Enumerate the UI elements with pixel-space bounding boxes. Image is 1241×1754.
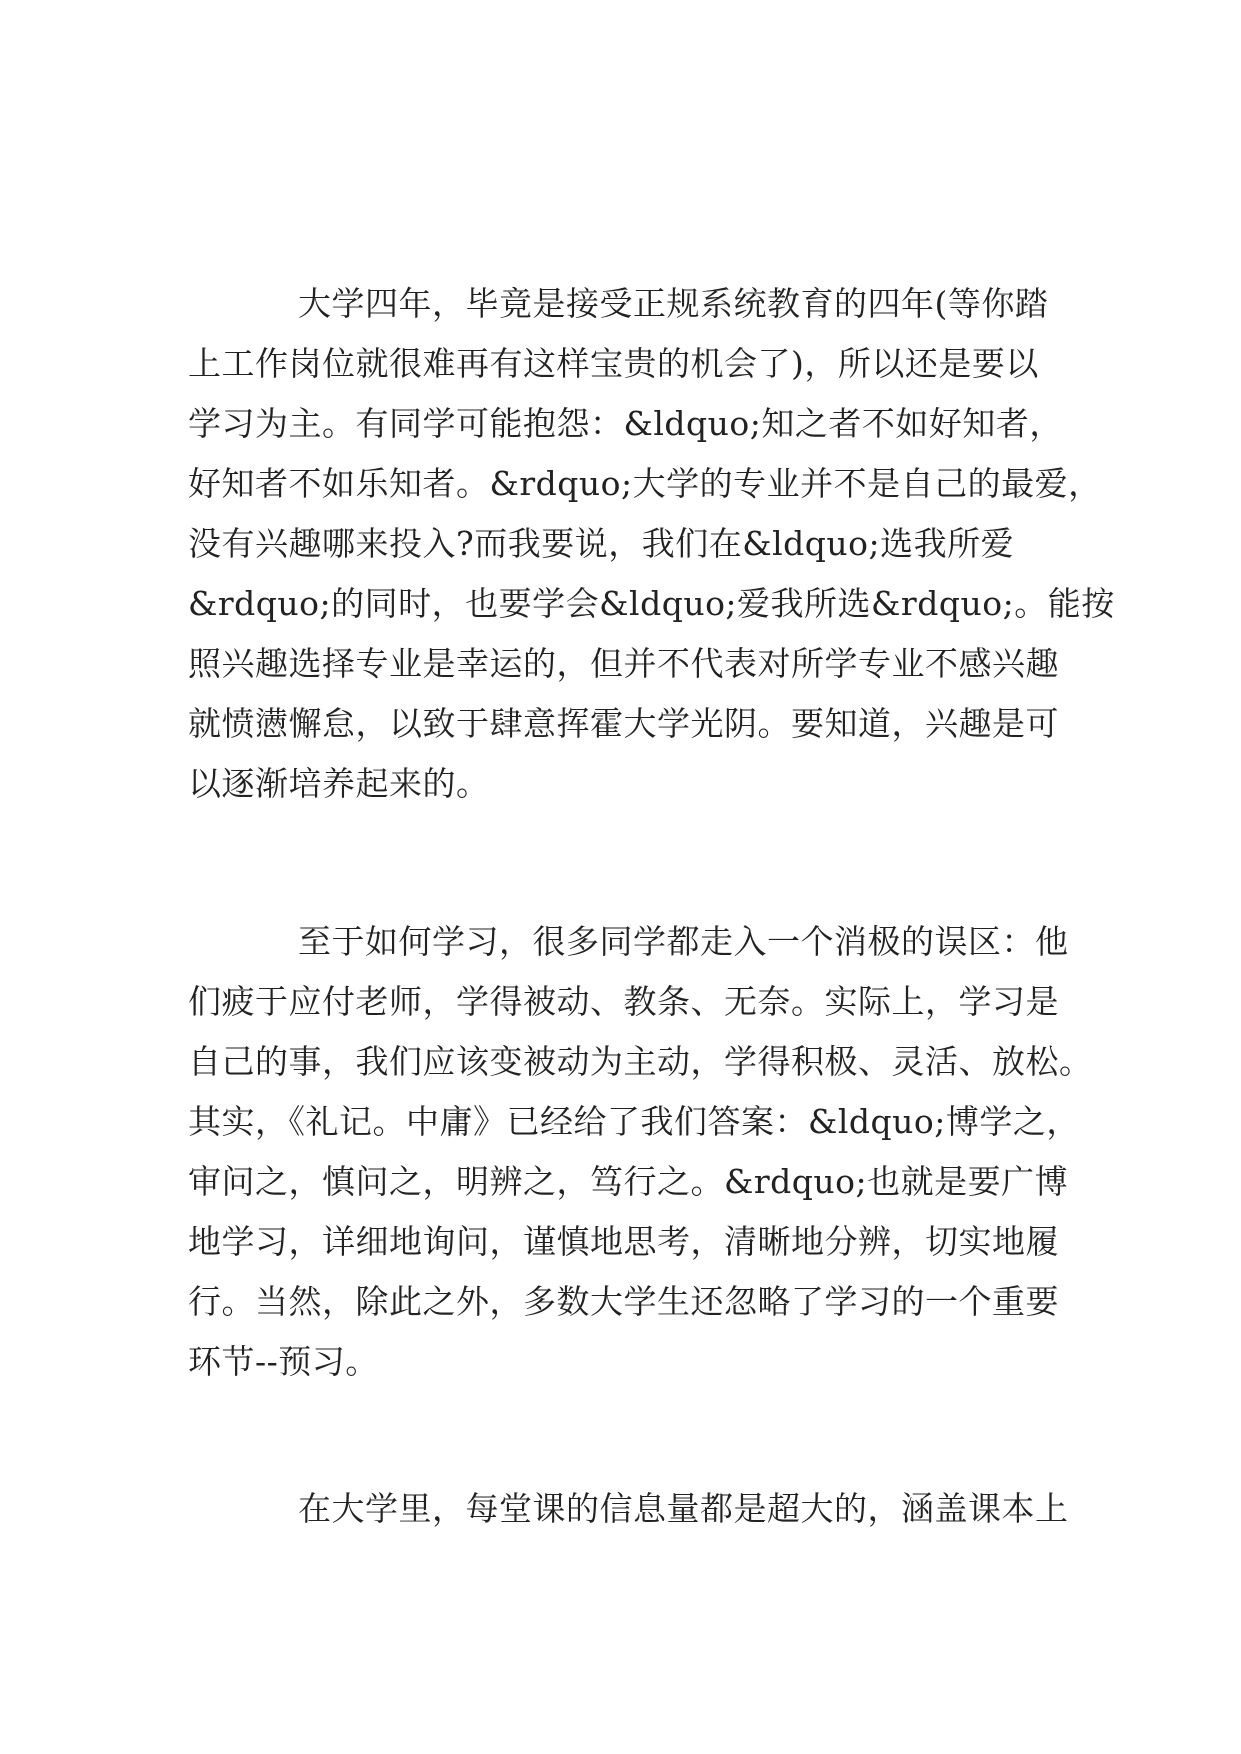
text-line: 就愤懑懈怠，以致于肆意挥霍大学光阴。要知道，兴趣是可 — [188, 704, 1059, 743]
text-line: 上工作岗位就很难再有这样宝贵的机会了)，所以还是要以 — [188, 344, 1039, 383]
text-line: 好知者不如乐知者。&rdquo;大学的专业并不是自己的最爱， — [188, 464, 1102, 503]
text-line: 地学习，详细地询问，谨慎地思考，清晰地分辨，切实地履 — [188, 1222, 1059, 1261]
text-line: 以逐渐培养起来的。 — [188, 764, 490, 803]
text-line: 其实，《礼记。中庸》已经给了我们答案：&ldquo;博学之， — [188, 1102, 1080, 1141]
paragraph-3 — [188, 1479, 1069, 1539]
text-line: 们疲于应付老师，学得被动、教条、无奈。实际上，学习是 — [188, 982, 1059, 1021]
text-line: 行。当然，除此之外，多数大学生还忽略了学习的一个重要 — [188, 1282, 1059, 1321]
text-line: 没有兴趣哪来投入?而我要说，我们在&ldquo;选我所爱 — [188, 524, 1015, 563]
text-line: 学习为主。有同学可能抱怨：&ldquo;知之者不如好知者， — [188, 404, 1063, 443]
text-line: 自己的事，我们应该变被动为主动，学得积极、灵活、放松。 — [188, 1042, 1093, 1081]
text-line: 照兴趣选择专业是幸运的，但并不代表对所学专业不感兴趣 — [188, 644, 1059, 683]
paragraph-1 — [188, 274, 1115, 814]
paragraph-2 — [188, 912, 1093, 1392]
text-line: &rdquo;的同时，也要学会&ldquo;爱我所选&rdquo;。能按 — [188, 584, 1115, 623]
text-line: 大学四年，毕竟是接受正规系统教育的四年(等你踏 — [298, 284, 1049, 323]
text-line: 至于如何学习，很多同学都走入一个消极的误区：他 — [298, 922, 1069, 961]
text-line: 审问之，慎问之，明辨之，笃行之。&rdquo;也就是要广博 — [188, 1162, 1069, 1201]
text-line: 环节--预习。 — [188, 1342, 379, 1381]
text-line: 在大学里，每堂课的信息量都是超大的，涵盖课本上 — [298, 1489, 1069, 1528]
